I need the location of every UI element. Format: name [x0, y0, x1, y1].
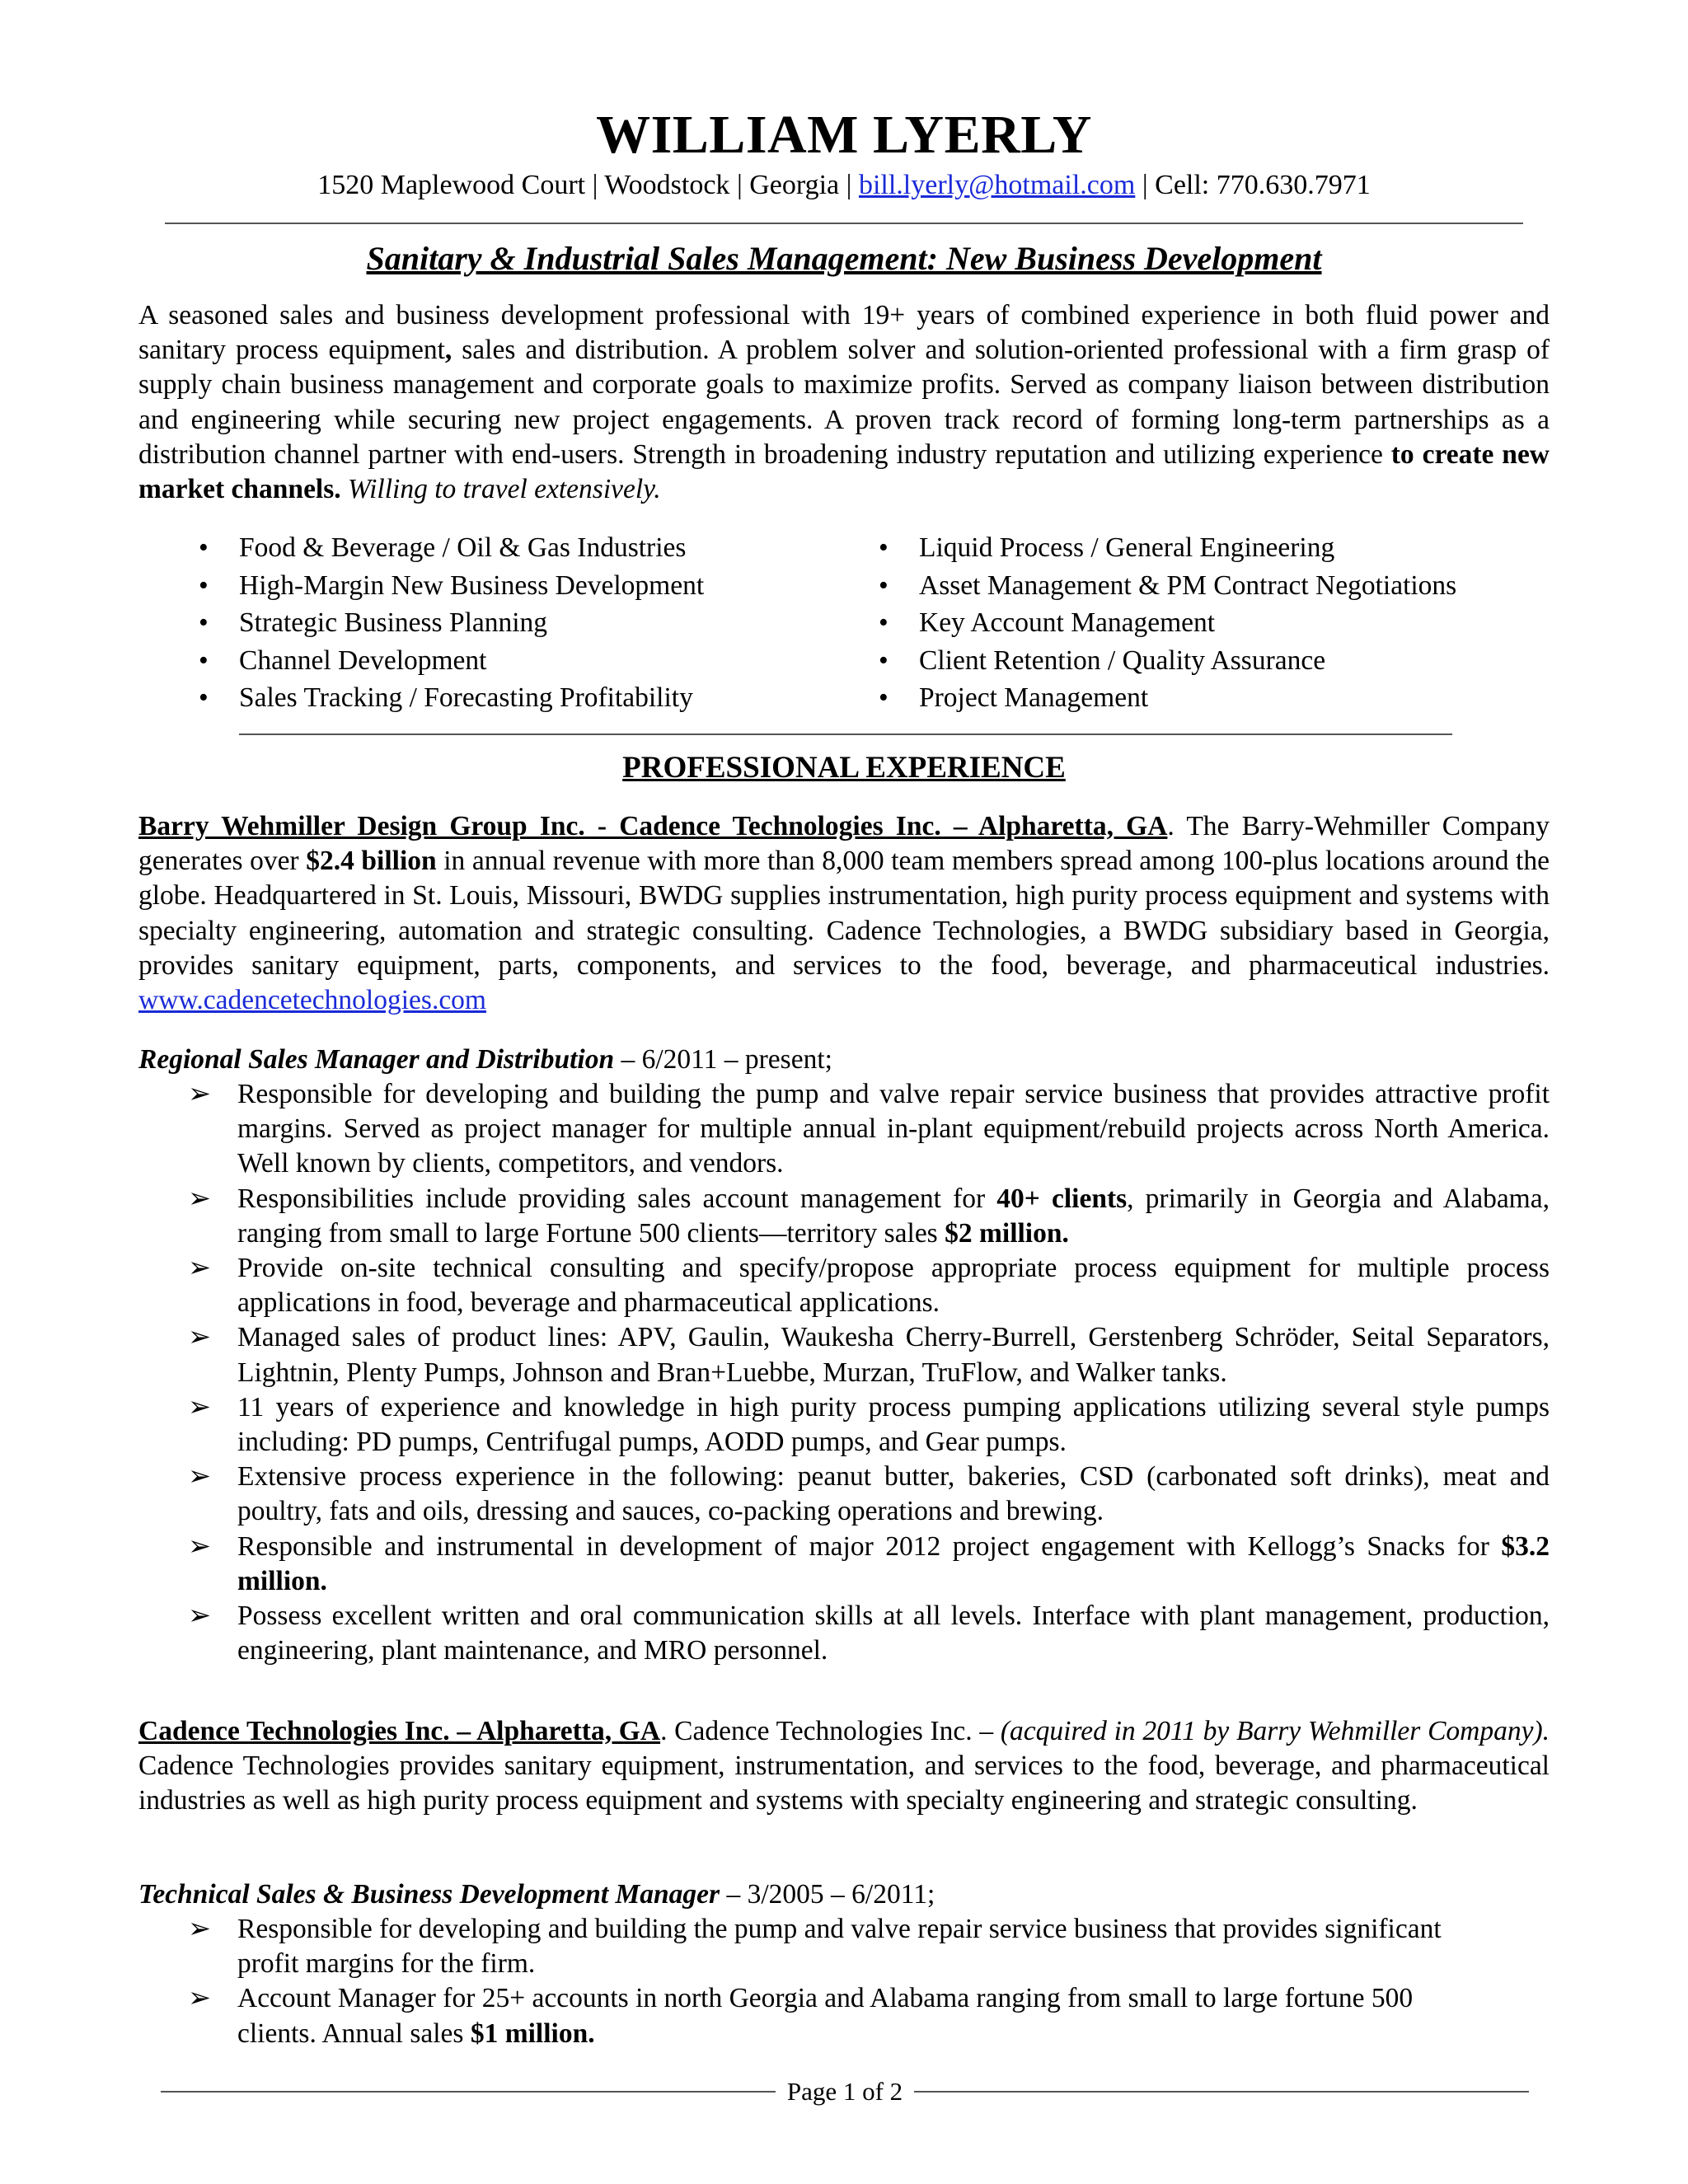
- skills-divider: [239, 733, 1452, 735]
- arrow-bullet-icon: ➢: [188, 1983, 212, 2014]
- bullet-text: 11 years of experience and knowledge in high purity process pumping applications utilizing several style pumps including: PD pumps, Centrifugal pumps, AODD pumps, and Gear pumps.: [237, 1391, 1550, 1458]
- company-website-link[interactable]: www.cadencetechnologies.com: [138, 985, 486, 1016]
- list-item: [188, 1182, 1550, 1251]
- list-item: [188, 1320, 1550, 1390]
- page-number: Page 1 of 2: [786, 2077, 903, 2106]
- summary-bold: to create new market channels.: [138, 438, 1550, 505]
- skill-item: • Asset Management & PM Contract Negotiations: [865, 567, 1587, 605]
- bullet-text: Responsible and instrumental in development of major 2012 project engagement with Kellogg’s Snacks for: [237, 1530, 1502, 1562]
- job1-description: [138, 809, 1550, 1018]
- job1-company: Barry Wehmiller Design Group Inc. - Cadence Technologies Inc. – Alpharetta, GA: [138, 811, 1168, 841]
- skill-item: • Sales Tracking / Forecasting Profitability: [185, 679, 865, 717]
- skill-item: • Client Retention / Quality Assurance: [865, 642, 1587, 680]
- bullet-text: , primarily in Georgia and Alabama, ranging from small to large Fortune 500 clients—territory sales: [237, 1183, 1550, 1249]
- footer-rule-right: [914, 2091, 1529, 2093]
- job1-desc-continued: in annual revenue with more than 8,000 team members spread among 100-plus locations around the globe. Headquartered in St. Louis, Missouri, BWDG supplies instrumentation, high purity process equipment and systems with specialty engineering, automation and strategic consulting. Cadence Technologies, a BWDG subsidiary based in Georgia, provides sanitary equipment, parts, components, and services to the food, beverage, and pharmaceutical industries.: [138, 846, 1550, 981]
- bullet-text: Managed sales of product lines: APV, Gaulin, Waukesha Cherry-Burrell, Gerstenberg Schröder, Seital Separators, Lightnin, Plenty Pumps, Johnson and Bran+Luebbe, Murzan, TruFlow, and Walker tanks.: [237, 1322, 1550, 1388]
- skill-item: • Food & Beverage / Oil & Gas Industries: [185, 529, 865, 567]
- list-item: [188, 1981, 1449, 2050]
- job2-company: Cadence Technologies Inc. – Alpharetta, GA: [138, 1716, 661, 1746]
- skill-item: • Key Account Management: [865, 604, 1587, 642]
- cell-phone: Cell: 770.630.7971: [1155, 170, 1371, 200]
- bullet-bold: $3.2 million.: [237, 1530, 1550, 1596]
- bullet-text: Possess excellent written and oral communication skills at all levels. Interface with plant management, production, engineering, plant maintenance, and MRO personnel.: [237, 1601, 1550, 1666]
- candidate-name: WILLIAM LYERLY: [596, 105, 1092, 165]
- summary-paragraph: [138, 298, 1550, 507]
- job1-role: [138, 1043, 832, 1077]
- job1-role-title: Regional Sales Manager and Distribution: [138, 1044, 615, 1075]
- arrow-bullet-icon: ➢: [188, 1079, 212, 1109]
- contact-line: [0, 169, 1688, 203]
- state: Georgia: [749, 170, 840, 200]
- list-item: [188, 1077, 1550, 1182]
- list-item: [188, 1390, 1550, 1460]
- separator: |: [729, 170, 750, 200]
- section-title-experience: PROFESSIONAL EXPERIENCE: [622, 751, 1066, 785]
- skill-item: • High-Margin New Business Development: [185, 567, 865, 605]
- job2-description: [138, 1714, 1550, 1819]
- city: Woodstock: [604, 170, 730, 200]
- summary-text: A seasoned sales and business development professional with 19+ years of combined experience in both fluid power and sanitary process equipment: [138, 300, 1550, 366]
- job2-role-title: Technical Sales & Business Development Manager: [138, 1879, 720, 1910]
- skill-item: • Channel Development: [185, 642, 865, 680]
- list-item: [188, 1251, 1550, 1320]
- skills-list: [185, 529, 1587, 717]
- bullet-bold: $1 million.: [470, 2018, 595, 2049]
- bullet-text: Responsibilities include providing sales account management for: [237, 1183, 997, 1214]
- job1-revenue: $2.4 billion: [306, 846, 437, 877]
- summary-text-continued: sales and distribution. A problem solver and solution-oriented professional with a firm grasp of supply chain business management and corporate goals to maximize profits. Served as company liaison between distribution and engineering while securing new project engagements. A proven track record of forming long-term partnerships as a distribution channel partner with end-users. Strength in broadening industry reputation and utilizing experience: [138, 335, 1550, 470]
- bullet-bold: 40+ clients: [996, 1183, 1128, 1214]
- bullet-text: Account Manager for 25+ accounts in north Georgia and Alabama ranging from small to large fortune 500 clients. Annual sales: [237, 1983, 1414, 2049]
- arrow-bullet-icon: ➢: [188, 1601, 212, 1632]
- separator: |: [839, 170, 859, 200]
- job2-role: [138, 1877, 935, 1912]
- bullet-text: Extensive process experience in the following: peanut butter, bakeries, CSD (carbonated soft drinks), meat and poultry, fats and oils, dressing and sauces, co-packing operations and brewing.: [237, 1461, 1550, 1527]
- job1-desc: The Barry-Wehmiller Company generates over: [138, 811, 1550, 877]
- page-footer: [161, 2077, 1529, 2107]
- bullet-text: Responsible for developing and building the pump and valve repair service business that provides attractive profit margins. Served as project manager for multiple annual in-plant equipment/rebuild projects across North America. Well known by clients, competitors, and vendors.: [237, 1079, 1550, 1179]
- bullet-bold: $2 million.: [945, 1217, 1069, 1249]
- list-item: [188, 1599, 1550, 1668]
- job1-role-dates: – 6/2011 – present;: [614, 1044, 832, 1075]
- list-item: [188, 1460, 1550, 1529]
- headline: Sanitary & Industrial Sales Management: New Business Development: [366, 240, 1322, 277]
- job1-period: .: [1167, 811, 1175, 841]
- separator: |: [585, 170, 605, 200]
- arrow-bullet-icon: ➢: [188, 1461, 212, 1493]
- skill-item: • Liquid Process / General Engineering: [865, 529, 1587, 567]
- job2-role-dates: – 3/2005 – 6/2011;: [720, 1879, 935, 1910]
- skill-item: • Strategic Business Planning: [185, 604, 865, 642]
- job1-bullets: [188, 1077, 1550, 1668]
- job2-acquired: (acquired in 2011 by Barry Wehmiller Company).: [1000, 1716, 1550, 1746]
- list-item: [188, 1912, 1449, 1981]
- summary-italic: Willing to travel extensively.: [340, 474, 661, 505]
- arrow-bullet-icon: ➢: [188, 1253, 212, 1284]
- arrow-bullet-icon: ➢: [188, 1914, 212, 1944]
- address: 1520 Maplewood Court: [317, 170, 586, 200]
- footer-rule-left: [161, 2091, 776, 2093]
- bullet-text: Responsible for developing and building the pump and valve repair service business that provides significant profit margins for the firm.: [237, 1914, 1442, 1980]
- arrow-bullet-icon: ➢: [188, 1530, 212, 1562]
- arrow-bullet-icon: ➢: [188, 1183, 212, 1214]
- job2-desc-continued: Cadence Technologies provides sanitary equipment, instrumentation, and services to the food, beverage, and pharmaceutical industries as well as high purity process equipment and systems with specialty engineering and strategic consulting.: [138, 1750, 1550, 1816]
- job2-bullets: [188, 1912, 1449, 2051]
- summary-comma: ,: [444, 335, 452, 366]
- list-item: [188, 1530, 1550, 1599]
- job2-desc: . Cadence Technologies Inc. –: [660, 1716, 1001, 1746]
- skill-item: • Project Management: [865, 679, 1587, 717]
- arrow-bullet-icon: ➢: [188, 1322, 212, 1353]
- arrow-bullet-icon: ➢: [188, 1391, 212, 1422]
- email-link[interactable]: bill.lyerly@hotmail.com: [858, 170, 1136, 200]
- bullet-text: Provide on-site technical consulting and specify/propose appropriate process equipment for multiple process applications in food, beverage and pharmaceutical applications.: [237, 1253, 1550, 1319]
- header-divider: [165, 223, 1523, 224]
- separator: |: [1135, 170, 1156, 200]
